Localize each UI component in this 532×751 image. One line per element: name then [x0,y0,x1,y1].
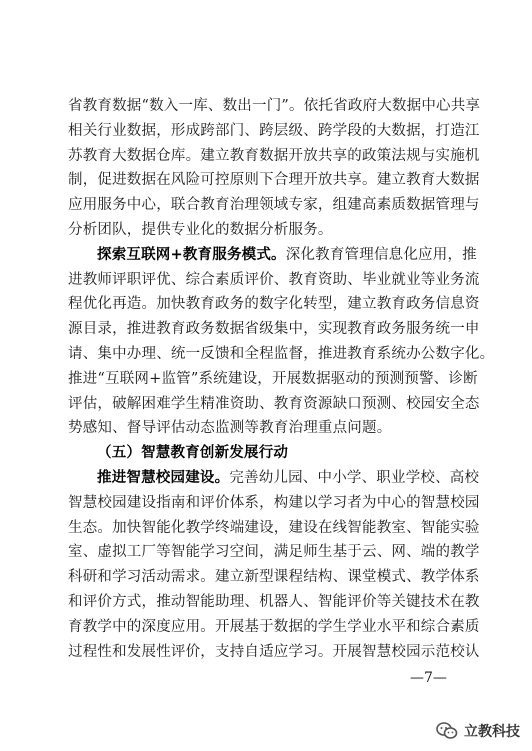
page-number: —7— [410,670,447,686]
text-line [68,642,480,662]
line-text: 相关行业数据，形成跨部门、跨层级、跨学段的大数据，打造江 [68,122,480,139]
line-text: 程优化再造。加快教育政务的数字化转型，建立教育政务信息资 [68,296,480,313]
line-text: 势感知、督导评估动态监测等教育治理重点问题。 [68,420,392,437]
text-line [68,418,464,438]
line-text: 进教师评职评优、综合素质评价、教育资助、毕业就业等业务流 [68,271,480,288]
line-text: 请、集中办理、统一反馈和全程监督，推进教育系统办公数字化。 [68,346,495,362]
text-line [68,592,480,612]
line-text: 分析团队，提供专业化的数据分析服务。 [68,222,333,238]
bold-heading: 探索互联网+教育服务模式。 [97,245,286,263]
text-line [68,170,480,190]
wechat-icon [436,721,458,741]
line-text: 源目录，推进教育政务数据省级集中，实现教育政务服务统一申 [68,321,480,338]
text-line [68,96,481,116]
watermark [436,719,520,743]
text-line [97,443,464,463]
line-text: 推进“互联网+监管”系统建设，开展数据驱动的预测预警、诊断 [68,370,478,387]
line-text: 评估，破解困难学生精准资助、教育资源缺口预测、校园安全态 [68,395,480,412]
text-line [68,146,480,166]
line-text: 深化教育管理信息化应用，推 [285,246,477,263]
line-text: 制，促进数据在风险可控原则下合理开放共享。建立教育大数据 [68,172,480,189]
text-line [68,394,480,414]
text-line [68,195,480,215]
bold-heading: （五）智慧教育创新发展行动 [97,444,289,462]
text-line [68,493,480,513]
text-line [97,468,480,488]
watermark-label: 立教科技 [464,724,520,740]
line-text: 科研和学习活动需求。建立新型课程结构、课堂模式、教学体系 [68,569,480,586]
text-line [68,344,495,364]
line-text: 苏教育大数据仓库。建立教育数据开放共享的政策法规与实施机 [68,147,480,164]
text-line [68,542,480,562]
text-line [68,617,480,637]
line-text: 省教育数据“数入一库、数出一门”。依托省政府大数据中心共享 [68,98,481,114]
line-text: 智慧校园建设指南和评价体系，构建以学习者为中心的智慧校园 [68,494,480,511]
text-line [68,121,480,141]
line-text: 过程性和发展性评价，支持自适应学习。开展智慧校园示范校认 [68,643,480,660]
text-line [68,220,464,240]
text-line [68,294,480,314]
line-text: 育教学中的深度应用。开展基于数据的学生学业水平和综合素质 [68,618,480,635]
text-line [68,518,480,538]
text-line [68,270,480,290]
text-line [68,369,478,389]
line-text: 完善幼儿园、中小学、职业学校、高校 [229,470,480,486]
text-line [68,567,480,587]
text-line [97,245,477,265]
line-text: 室、虚拟工厂等智能学习空间，满足师生基于云、网、端的教学 [68,544,480,561]
line-text: 应用服务中心，联合教育治理领域专家，组建高素质数据管理与 [68,197,480,214]
line-text: 生态。加快智能化教学终端建设，建设在线智能教室、智能实验 [68,519,480,536]
text-line [68,319,480,339]
bold-heading: 推进智慧校园建设。 [97,469,230,486]
line-text: 和评价方式，推动智能助理、机器人、智能评价等关键技术在教 [68,594,480,610]
